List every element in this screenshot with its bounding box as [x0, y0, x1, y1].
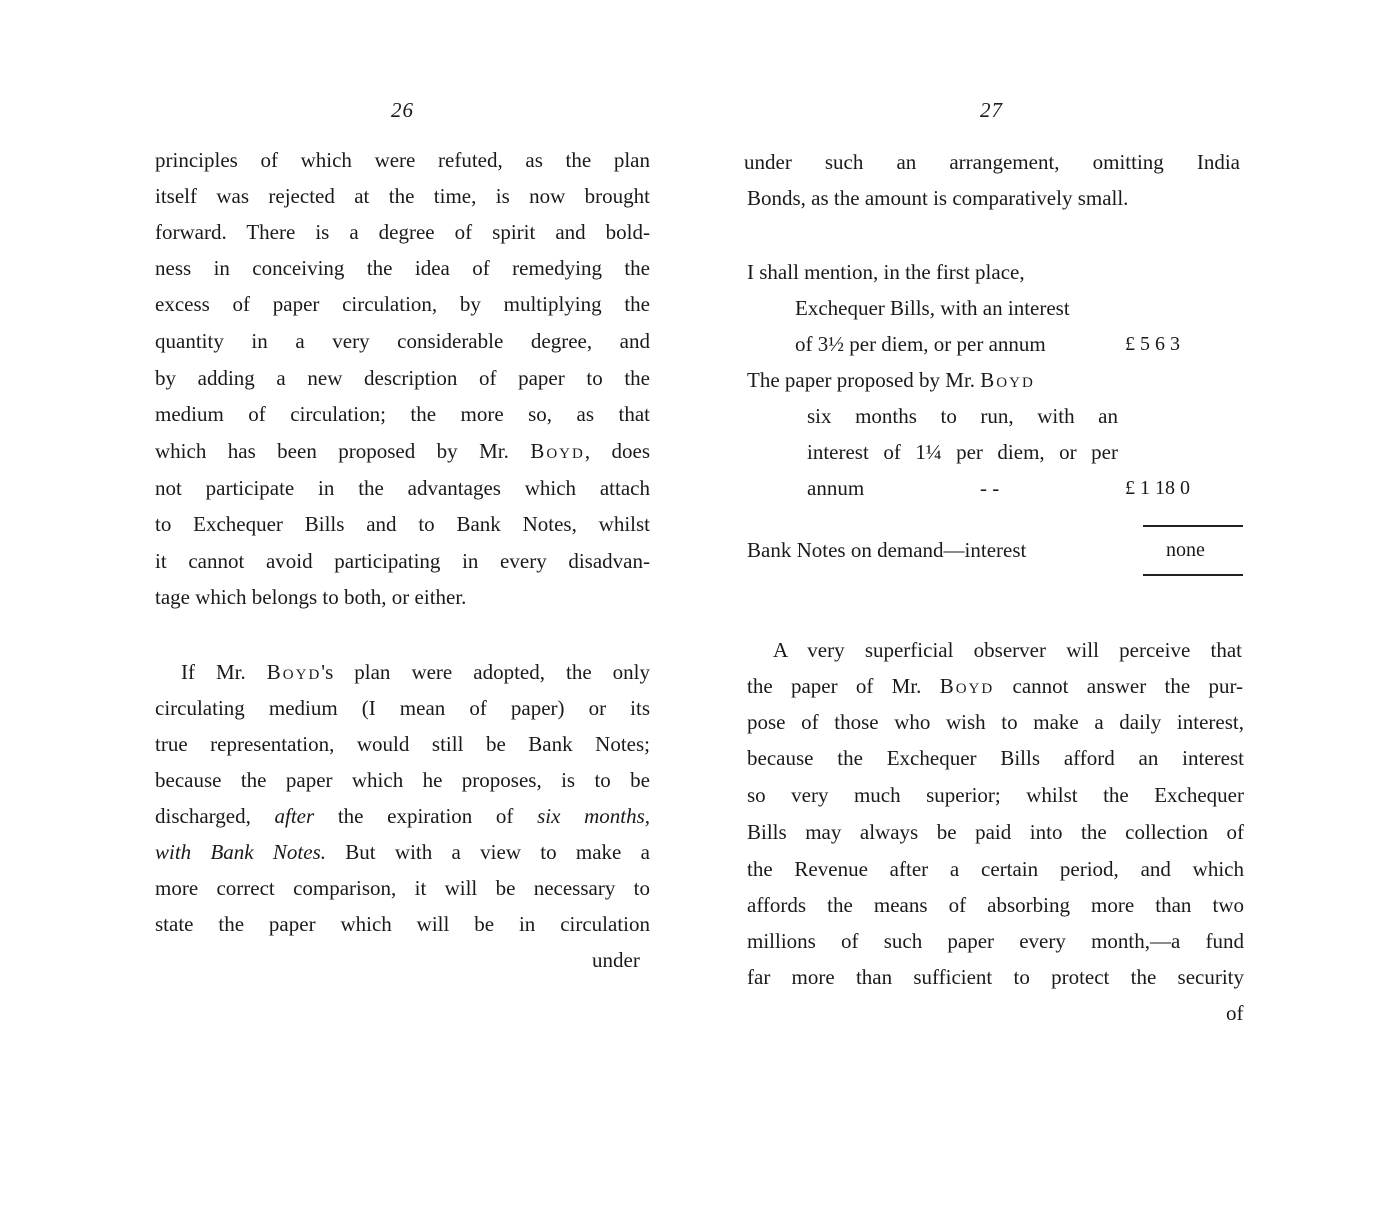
list-line: Bank Notes on demand—interest: [747, 538, 1027, 562]
text-line: [155, 803, 650, 829]
text-italic: six months,: [537, 804, 650, 828]
list-line: [747, 367, 1035, 393]
text-line: to Exchequer Bills and to Bank Notes, whilst: [155, 512, 650, 536]
text-line: true representation, would still be Bank Notes;: [155, 732, 650, 756]
amount-exchequer: £ 5 6 3: [1125, 333, 1180, 355]
text-line: forward. There is a degree of spirit and bold-: [155, 220, 650, 244]
name-boyd: Boyd: [530, 439, 585, 463]
amount-bank-notes: none: [1166, 539, 1205, 561]
name-boyd: Boyd: [939, 674, 995, 698]
text-line: Bonds, as the amount is comparatively small.: [747, 186, 1129, 210]
text-line: Bills may always be paid into the collection of: [747, 820, 1244, 844]
text-line: A very superficial observer will perceive that: [773, 638, 1242, 662]
text-segment: plan were adopted, the only: [354, 660, 651, 684]
text-line: by adding a new description of paper to the: [155, 366, 650, 390]
text-line: more correct comparison, it will be necessary to: [155, 876, 650, 900]
text-segment: cannot answer the pur-: [1012, 674, 1244, 698]
catchword-right: of: [1226, 1001, 1244, 1025]
list-line: of 3½ per diem, or per annum: [795, 332, 1046, 356]
text-line: under such an arrangement, omitting India: [744, 150, 1240, 174]
text-segment: But with a view to make a: [345, 840, 650, 864]
amount-boyd-paper: £ 1 18 0: [1125, 477, 1190, 499]
name-boyd: Boyd: [266, 660, 322, 684]
text-line: because the paper which he proposes, is to be: [155, 768, 650, 792]
list-line: interest of 1¼ per diem, or per: [807, 440, 1118, 464]
text-line: not participate in the advantages which attach: [155, 476, 650, 500]
text-line: quantity in a very considerable degree, and: [155, 329, 650, 353]
list-line: I shall mention, in the first place,: [747, 260, 1025, 284]
text-segment: If Mr.: [181, 660, 246, 684]
text-line: state the paper which will be in circulation: [155, 912, 650, 936]
text-line: [181, 659, 650, 685]
text-segment: 's: [321, 660, 334, 684]
text-line: circulating medium (I mean of paper) or its: [155, 696, 650, 720]
text-segment: which has been proposed by Mr.: [155, 439, 509, 463]
text-italic: after: [274, 804, 315, 828]
text-line: itself was rejected at the time, is now brought: [155, 184, 650, 208]
text-line: the Revenue after a certain period, and which: [747, 857, 1244, 881]
text-segment: the paper of Mr.: [747, 674, 922, 698]
text-line: medium of circulation; the more so, as that: [155, 402, 650, 426]
leader-dots: - -: [980, 476, 1000, 500]
text-line: pose of those who wish to make a daily interest,: [747, 710, 1244, 734]
list-line: six months to run, with an: [807, 404, 1118, 428]
text-line: [747, 673, 1243, 699]
rule-top: [1143, 525, 1243, 527]
text-line: affords the means of absorbing more than two: [747, 893, 1244, 917]
text-segment: discharged,: [155, 804, 251, 828]
text-line: excess of paper circulation, by multiplying the: [155, 292, 650, 316]
text-line: ness in conceiving the idea of remedying the: [155, 256, 650, 280]
text-segment: does: [611, 439, 651, 463]
name-boyd: Boyd: [980, 368, 1035, 392]
text-line: because the Exchequer Bills afford an interest: [747, 746, 1244, 770]
catchword-left: under: [592, 948, 640, 972]
text-line: far more than sufficient to protect the security: [747, 965, 1244, 989]
text-line: tage which belongs to both, or either.: [155, 585, 467, 609]
text-segment: the expiration of: [337, 804, 514, 828]
text-line: so very much superior; whilst the Exchequer: [747, 783, 1244, 807]
text-italic: with Bank Notes.: [155, 840, 326, 864]
text-segment: The paper proposed by Mr.: [747, 368, 976, 392]
list-line: annum: [807, 476, 865, 500]
text-line-boyd: which has been proposed by Mr. Boyd, does: [155, 439, 651, 463]
text-line: millions of such paper every month,—a fund: [747, 929, 1244, 953]
rule-bottom: [1143, 574, 1243, 576]
text-line: principles of which were refuted, as the plan: [155, 148, 650, 172]
page-number-right: 27: [980, 98, 1003, 122]
page-number-left: 26: [391, 98, 414, 122]
text-line: [155, 839, 650, 865]
text-line: it cannot avoid participating in every disadvan-: [155, 549, 650, 573]
list-line: Exchequer Bills, with an interest: [795, 296, 1070, 320]
